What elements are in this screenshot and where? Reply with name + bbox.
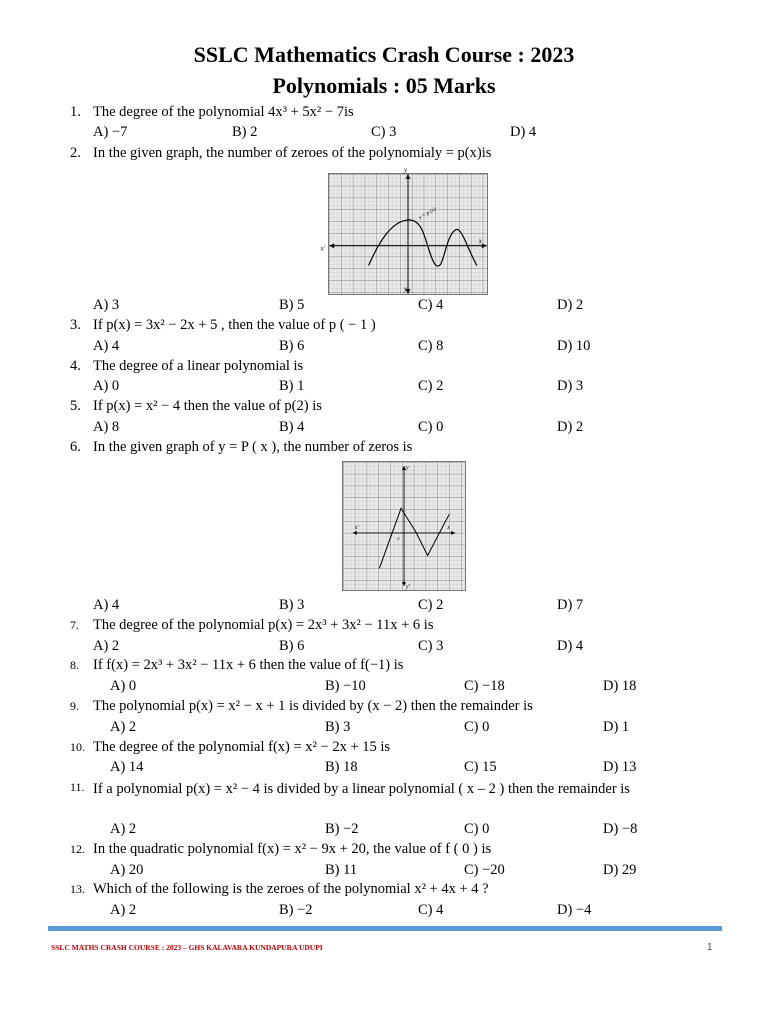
option-b[interactable]: B) 18 <box>325 759 358 775</box>
x-axis-label: x <box>447 524 450 531</box>
footer-text: SSLC MATHS CRASH COURSE : 2023 – GHS KALAVARA KUNDAPURA UDUPI <box>51 943 323 952</box>
question-text: The polynomial p(x) = x² − x + 1 is divided by (x − 2) then the remainder is <box>93 698 533 714</box>
question-number: 4. <box>70 358 81 374</box>
option-d[interactable]: D) 4 <box>557 638 584 654</box>
option-d[interactable]: D) 1 <box>603 719 630 735</box>
option-d[interactable]: D) −4 <box>557 902 592 918</box>
option-a[interactable]: A) 14 <box>110 759 144 775</box>
option-c[interactable]: C) 0 <box>464 821 490 837</box>
option-a[interactable]: A) 0 <box>93 378 120 394</box>
question-text: If p(x) = x² − 4 then the value of p(2) is <box>93 398 322 414</box>
question-text: The degree of the polynomial f(x) = x² − 2x + 15 is <box>93 739 391 755</box>
y-axis-label: y <box>404 167 408 175</box>
question-text: Which of the following is the zeroes of the polynomial x² + 4x + 4 ? <box>93 881 489 897</box>
option-c[interactable]: C) 8 <box>418 338 444 354</box>
option-b[interactable]: B) 6 <box>279 638 305 654</box>
option-a[interactable]: A) 3 <box>93 297 120 313</box>
option-c[interactable]: C) 3 <box>371 124 397 140</box>
question-text: The degree of the polynomial p(x) = 2x³ + 3x² − 11x + 6 is <box>93 617 434 633</box>
question-number: 11. <box>70 780 85 794</box>
origin-label: o <box>397 536 400 542</box>
option-d[interactable]: D) 29 <box>603 862 637 878</box>
option-a[interactable]: A) 2 <box>93 638 120 654</box>
question-number: 1. <box>70 104 81 120</box>
option-b[interactable]: B) 4 <box>279 419 305 435</box>
question-text: In the given graph of y = P ( x ), the number of zeros is <box>93 439 413 455</box>
option-a[interactable]: A) 8 <box>93 419 120 435</box>
question-number: 8. <box>70 658 79 672</box>
option-c[interactable]: C) −20 <box>464 862 505 878</box>
option-c[interactable]: C) 3 <box>418 638 444 654</box>
polynomial-graph-2 <box>342 461 466 591</box>
option-b[interactable]: B) −10 <box>325 678 366 694</box>
x-axis-label: x <box>478 237 482 245</box>
question-number: 3. <box>70 317 81 333</box>
question-number: 7. <box>70 618 79 632</box>
question-7 <box>70 617 433 634</box>
page-number: 1 <box>707 942 713 953</box>
question-text: If f(x) = 2x³ + 3x² − 11x + 6 then the value of f(−1) is <box>93 657 404 673</box>
question-12 <box>70 841 491 858</box>
option-d[interactable]: D) 13 <box>603 759 637 775</box>
option-a[interactable]: A) 4 <box>93 338 120 354</box>
question-text: If p(x) = 3x² − 2x + 5 , then the value of p ( − 1 ) <box>93 317 376 333</box>
question-number: 2. <box>70 145 81 161</box>
option-d[interactable]: D) 4 <box>510 124 537 140</box>
curve-label: y = p (x) <box>417 206 438 221</box>
question-number: 10. <box>70 740 85 754</box>
polynomial-graph-1 <box>320 167 488 295</box>
option-d[interactable]: D) 3 <box>557 378 584 394</box>
y-neg-label: y' <box>404 286 409 294</box>
option-c[interactable]: C) 0 <box>464 719 490 735</box>
option-b[interactable]: B) 5 <box>279 297 305 313</box>
question-text: If a polynomial p(x) = x² − 4 is divided by a linear polynomial ( x – 2 ) then the remainder is <box>93 781 630 797</box>
option-a[interactable]: A) 20 <box>110 862 144 878</box>
footer-divider <box>48 926 722 931</box>
option-c[interactable]: C) 4 <box>418 297 444 313</box>
option-a[interactable]: A) 2 <box>110 719 137 735</box>
option-b[interactable]: B) −2 <box>325 821 359 837</box>
page-subtitle: Polynomials : 05 Marks <box>272 73 496 98</box>
question-number: 13. <box>70 882 85 896</box>
option-b[interactable]: B) 2 <box>232 124 258 140</box>
option-c[interactable]: C) −18 <box>464 678 505 694</box>
question-4 <box>70 358 303 375</box>
option-d[interactable]: D) 2 <box>557 297 584 313</box>
option-c[interactable]: C) 15 <box>464 759 497 775</box>
option-b[interactable]: B) 6 <box>279 338 305 354</box>
x-neg-label: x' <box>354 524 359 531</box>
option-a[interactable]: A) −7 <box>93 124 128 140</box>
option-a[interactable]: A) 0 <box>110 678 137 694</box>
question-text: In the quadratic polynomial f(x) = x² − 9x + 20, the value of f ( 0 ) is <box>93 841 492 857</box>
question-number: 5. <box>70 398 81 414</box>
question-8 <box>70 657 403 674</box>
question-text: The degree of the polynomial 4x³ + 5x² − 7is <box>93 104 354 120</box>
question-13 <box>70 881 489 898</box>
question-number: 6. <box>70 439 81 455</box>
option-a[interactable]: A) 2 <box>110 821 137 837</box>
question-1 <box>70 104 354 121</box>
option-b[interactable]: B) −2 <box>279 902 313 918</box>
option-d[interactable]: D) 10 <box>557 338 591 354</box>
option-b[interactable]: B) 1 <box>279 378 305 394</box>
option-d[interactable]: D) 18 <box>603 678 637 694</box>
option-b[interactable]: B) 3 <box>279 597 305 613</box>
option-a[interactable]: A) 4 <box>93 597 120 613</box>
option-a[interactable]: A) 2 <box>110 902 137 918</box>
question-text: In the given graph, the number of zeroes of the polynomialy = p(x)is <box>93 145 492 161</box>
y-axis-label: y <box>405 464 409 471</box>
x-neg-label: x' <box>320 245 325 253</box>
question-5 <box>70 398 322 415</box>
option-d[interactable]: D) 2 <box>557 419 584 435</box>
question-text: The degree of a linear polynomial is <box>93 358 304 374</box>
option-c[interactable]: C) 0 <box>418 419 444 435</box>
question-number: 9. <box>70 699 79 713</box>
option-b[interactable]: B) 3 <box>325 719 351 735</box>
question-6 <box>70 439 412 456</box>
question-number: 12. <box>70 842 85 856</box>
option-c[interactable]: C) 2 <box>418 597 444 613</box>
question-11 <box>70 779 718 800</box>
question-9 <box>70 698 533 715</box>
question-2 <box>70 145 491 162</box>
question-10 <box>70 739 390 756</box>
option-d[interactable]: D) 7 <box>557 597 584 613</box>
option-c[interactable]: C) 2 <box>418 378 444 394</box>
option-c[interactable]: C) 4 <box>418 902 444 918</box>
question-3 <box>70 317 376 334</box>
option-d[interactable]: D) −8 <box>603 821 638 837</box>
y-neg-label: y' <box>405 583 410 590</box>
page-title: SSLC Mathematics Crash Course : 2023 <box>193 42 575 67</box>
option-b[interactable]: B) 11 <box>325 862 358 878</box>
